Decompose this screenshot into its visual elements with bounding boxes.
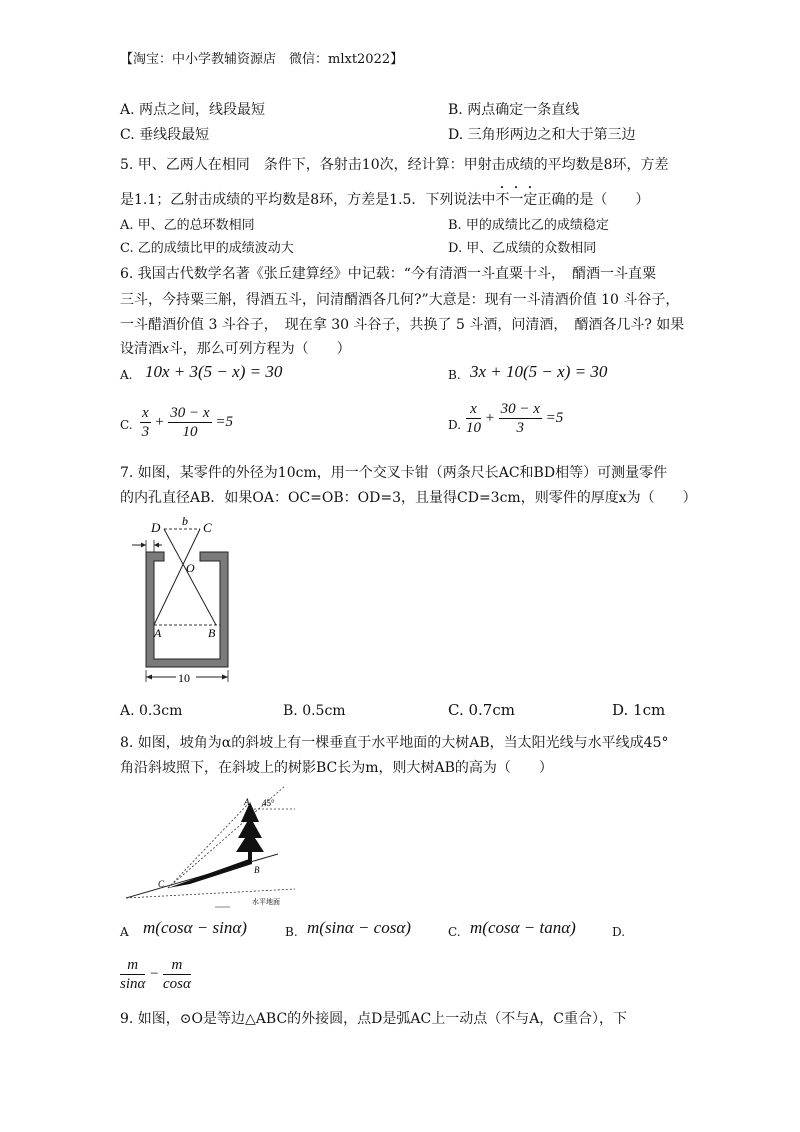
q8-slope-tree-figure <box>120 786 300 910</box>
q6-c-equals: =5 <box>215 413 233 430</box>
q6-d-fraction-1 <box>466 400 481 437</box>
q8-d-f1-den: sinα <box>120 976 146 992</box>
q7-label-10: 10 <box>178 671 190 685</box>
q8-stem-line1: 8. 如图，坡角为α的斜坡上有一棵垂直于水平地面的大树AB，当太阳光线与水平线成45° <box>120 735 669 751</box>
q7-stem-line2: 的内孔直径AB．如果OA：OC=OB：OD=3，且量得CD=3cm，则零件的厚度x为（ ） <box>120 490 697 506</box>
q7-stem-line1: 7. 如图，某零件的外径为10cm，用一个交叉卡钳（两条尺长AC和BD相等）可测量零件 <box>120 465 668 481</box>
q8-option-d-label: D. <box>612 925 626 939</box>
q6-stem-line1: 6. 我国古代数学名著《张丘建算经》中记载：“今有清酒一斗直粟十斗， 醑酒一斗直粟 <box>120 266 656 282</box>
q8-label-c: C <box>158 879 165 889</box>
q6-option-a-label: A. <box>120 368 133 382</box>
q7-thickness-arrowhead-left <box>141 543 146 548</box>
q7-thickness-arrowhead-right <box>154 543 159 548</box>
q6-option-a-expression: 10x + 3(5 − x) = 30 <box>145 362 283 381</box>
q8-d-f2-num: m <box>163 956 191 975</box>
q8-d-f1-num: m <box>120 956 145 975</box>
q8-option-d-expression <box>120 956 191 993</box>
q8-label-a: A <box>244 797 250 807</box>
q5-option-b: B. 甲的成绩比乙的成绩稳定 <box>448 218 609 233</box>
q7-option-b: B. 0.5cm <box>283 703 346 719</box>
q5-stem-line2-pre: 是1.1；乙射击成绩的平均数是8环，方差是1.5．下列说法中 <box>120 192 496 208</box>
q8-tree-icon <box>236 802 264 852</box>
q6-d-f2-num: 30 − x <box>500 401 540 417</box>
q8-tree-shadow <box>168 858 252 888</box>
q7-option-a: A. 0.3cm <box>120 703 183 719</box>
page-header: 【淘宝：中小学教辅资源店 微信：mlxt2022】 <box>120 52 404 67</box>
q6-c-f2-den: 10 <box>182 424 198 440</box>
q8-stem-line2: 角沿斜坡照下，在斜坡上的树影BC长为m，则大树AB的高为（ ） <box>120 760 553 776</box>
q8-option-b-label: B. <box>285 925 298 939</box>
q6-stem-line2: 三斗，今持粟三斛，得酒五斗，问清醑酒各几何?”大意是：现有一斗清酒价值 10 斗谷子， <box>120 292 680 308</box>
q6-c-fraction-1 <box>140 404 151 441</box>
q6-option-d-expression <box>466 400 563 437</box>
q8-option-c-label: C. <box>448 925 461 939</box>
q5-emphasis-text: 不一定 <box>495 192 538 208</box>
q6-stem-line4-post: 斗，那么可列方程为（ ） <box>168 341 351 357</box>
q7-label-b-small: b <box>182 514 188 528</box>
q6-d-plus: + <box>484 409 495 426</box>
q4-option-b: B. 两点确定一条直线 <box>448 102 580 118</box>
q7-dim-arrowhead-left <box>146 675 152 680</box>
q7-rod-db <box>164 529 216 625</box>
q6-stem-line3: 一斗醋酒价值 3 斗谷子， 现在拿 30 斗谷子，共换了 5 斗酒，问清酒， 醑酒各几斗? 如果 <box>120 317 685 333</box>
q8-label-45: 45° <box>262 798 275 808</box>
q8-d-fraction-1 <box>120 956 145 993</box>
q7-label-a: A <box>154 626 162 640</box>
q5-option-a: A. 甲、乙的总环数相同 <box>120 218 255 233</box>
q6-c-f2-num: 30 − x <box>170 405 210 421</box>
q6-stem-line4-pre: 设清酒 <box>120 341 162 357</box>
q8-label-b: B <box>254 865 260 875</box>
q6-stem-line4 <box>120 338 351 358</box>
q6-c-f1-num: x <box>142 405 149 421</box>
q9-stem-line1: 9. 如图，⊙O是等边△ABC的外接圆，点D是弧AC上一动点（不与A，C重合），下 <box>120 1011 628 1027</box>
q6-d-f2-den: 3 <box>516 420 525 436</box>
q6-option-b-label: B. <box>448 368 461 382</box>
q5-option-c: C. 乙的成绩比甲的成绩波动大 <box>120 241 294 256</box>
q6-option-c-label: C. <box>120 418 133 432</box>
q8-label-ground: 水平地面 <box>252 898 280 906</box>
q7-caliper-figure <box>118 512 238 688</box>
q6-c-plus: + <box>154 413 165 430</box>
q7-dim-arrowhead-right <box>222 675 228 680</box>
q7-option-d: D. 1cm <box>612 701 666 719</box>
q7-label-c: C <box>203 520 212 535</box>
q4-option-c: C. 垂线段最短 <box>120 127 210 143</box>
q4-option-d: D. 三角形两边之和大于第三边 <box>448 127 636 143</box>
q8-option-a-label: A <box>120 925 129 939</box>
q6-d-f1-den: 10 <box>466 420 481 436</box>
q6-option-c-expression <box>140 404 233 441</box>
q7-rod-ca <box>154 529 200 625</box>
q6-d-fraction-2 <box>499 400 542 437</box>
q5-option-d: D. 甲、乙成绩的众数相同 <box>448 241 597 256</box>
q6-d-f1-num: x <box>466 400 481 419</box>
q8-d-minus: − <box>149 965 160 982</box>
q6-option-b-expression: 3x + 10(5 − x) = 30 <box>470 362 608 381</box>
q5-stem-line1: 5. 甲、乙两人在相同 条件下，各射击10次，经计算：甲射击成绩的平均数是8环，方差 <box>120 157 669 173</box>
q7-option-c: C. 0.7cm <box>448 701 515 719</box>
q6-d-equals: =5 <box>545 409 564 426</box>
q8-option-c-expression: m(cosα − tanα) <box>470 918 576 937</box>
q4-option-a: A. 两点之间，线段最短 <box>120 102 266 118</box>
q8-d-fraction-2 <box>163 956 191 993</box>
q7-label-d: D <box>151 520 161 535</box>
q5-stem-line2 <box>120 184 649 209</box>
q5-stem-line2-post: 正确的是（ ） <box>537 192 650 208</box>
q8-option-b-expression: m(sinα − cosα) <box>307 918 411 937</box>
q8-d-f2-den: cosα <box>163 976 191 992</box>
q7-label-b: B <box>208 626 216 640</box>
q8-option-a-expression: m(cosα − sinα) <box>143 918 247 937</box>
q8-tree-trunk <box>248 852 252 862</box>
q6-option-d-label: D. <box>448 418 462 432</box>
q6-c-fraction-2 <box>168 404 211 441</box>
q6-c-f1-den: 3 <box>141 424 150 440</box>
q7-label-o: O <box>186 561 195 575</box>
q6-variable-x: x <box>162 341 169 357</box>
